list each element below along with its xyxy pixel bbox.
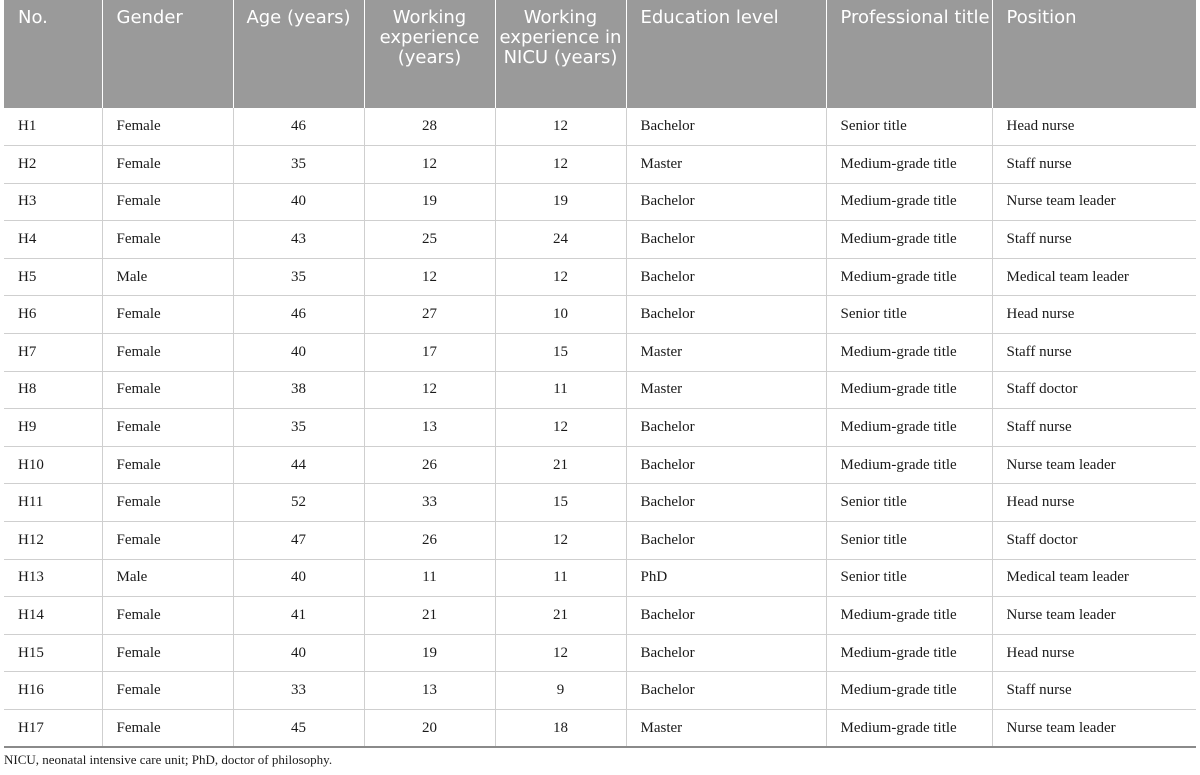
table-cell: Medium-grade title (826, 409, 992, 447)
table-row (4, 108, 1196, 146)
table-cell: Medium-grade title (826, 371, 992, 409)
table-cell: Staff nurse (992, 221, 1196, 259)
table-cell: 47 (233, 522, 364, 560)
table-cell: 43 (233, 221, 364, 259)
table-cell: 20 (364, 710, 495, 748)
table-cell: Bachelor (626, 672, 826, 710)
table-cell: 40 (233, 559, 364, 597)
participant-table-wrapper (4, 0, 1196, 748)
table-cell: Medium-grade title (826, 597, 992, 635)
table-cell: 46 (233, 108, 364, 146)
column-header: No. (4, 0, 102, 108)
participant-characteristics-table (4, 0, 1196, 748)
table-row (4, 146, 1196, 184)
table-cell: 12 (495, 634, 626, 672)
table-cell: 12 (495, 409, 626, 447)
table-cell: 19 (495, 183, 626, 221)
table-footnote: NICU, neonatal intensive care unit; PhD, doctor of philosophy. (4, 752, 333, 767)
column-header: Position (992, 0, 1196, 108)
table-row (4, 634, 1196, 672)
table-cell: Senior title (826, 484, 992, 522)
table-cell: 10 (495, 296, 626, 334)
table-cell: Bachelor (626, 221, 826, 259)
table-cell: Head nurse (992, 634, 1196, 672)
table-cell: Female (102, 672, 233, 710)
table-cell: 11 (364, 559, 495, 597)
table-cell: Staff doctor (992, 371, 1196, 409)
table-cell: Female (102, 371, 233, 409)
table-cell: Female (102, 710, 233, 748)
table-cell: Senior title (826, 296, 992, 334)
table-cell: Bachelor (626, 108, 826, 146)
table-cell: Bachelor (626, 597, 826, 635)
table-cell: Female (102, 221, 233, 259)
table-cell: H12 (4, 522, 102, 560)
table-cell: 28 (364, 108, 495, 146)
table-cell: Medical team leader (992, 258, 1196, 296)
table-cell: 26 (364, 446, 495, 484)
table-cell: Bachelor (626, 409, 826, 447)
table-cell: 26 (364, 522, 495, 560)
table-cell: PhD (626, 559, 826, 597)
table-cell: Nurse team leader (992, 446, 1196, 484)
table-cell: H7 (4, 334, 102, 372)
table-cell: Bachelor (626, 446, 826, 484)
table-cell: H3 (4, 183, 102, 221)
table-cell: Male (102, 559, 233, 597)
table-body (4, 108, 1196, 747)
table-cell: 24 (495, 221, 626, 259)
table-cell: Staff nurse (992, 672, 1196, 710)
table-cell: H10 (4, 446, 102, 484)
table-cell: Master (626, 334, 826, 372)
table-cell: 13 (364, 672, 495, 710)
table-cell: 35 (233, 146, 364, 184)
table-cell: Medium-grade title (826, 710, 992, 748)
table-row (4, 258, 1196, 296)
table-cell: Head nurse (992, 108, 1196, 146)
table-row (4, 559, 1196, 597)
column-header: Gender (102, 0, 233, 108)
table-cell: Medium-grade title (826, 446, 992, 484)
table-cell: 35 (233, 258, 364, 296)
table-cell: Staff doctor (992, 522, 1196, 560)
table-row (4, 183, 1196, 221)
table-cell: Nurse team leader (992, 183, 1196, 221)
table-cell: 12 (364, 371, 495, 409)
table-cell: Bachelor (626, 634, 826, 672)
table-cell: Staff nurse (992, 146, 1196, 184)
table-cell: Head nurse (992, 296, 1196, 334)
table-row (4, 710, 1196, 748)
table-cell: 11 (495, 371, 626, 409)
table-cell: H17 (4, 710, 102, 748)
table-cell: H6 (4, 296, 102, 334)
table-cell: 15 (495, 334, 626, 372)
table-cell: Female (102, 108, 233, 146)
table-cell: Medium-grade title (826, 146, 992, 184)
table-cell: 19 (364, 183, 495, 221)
table-cell: Medium-grade title (826, 672, 992, 710)
table-cell: Male (102, 258, 233, 296)
table-cell: Master (626, 371, 826, 409)
table-cell: Senior title (826, 522, 992, 560)
table-cell: H4 (4, 221, 102, 259)
table-cell: Medium-grade title (826, 221, 992, 259)
table-cell: 21 (364, 597, 495, 635)
table-cell: Female (102, 146, 233, 184)
table-row (4, 597, 1196, 635)
table-cell: Female (102, 183, 233, 221)
table-cell: Female (102, 409, 233, 447)
table-cell: H16 (4, 672, 102, 710)
table-cell: Female (102, 334, 233, 372)
column-header: Education level (626, 0, 826, 108)
table-cell: H8 (4, 371, 102, 409)
table-row (4, 371, 1196, 409)
table-cell: Nurse team leader (992, 710, 1196, 748)
table-cell: 35 (233, 409, 364, 447)
table-cell: 12 (495, 108, 626, 146)
table-row (4, 409, 1196, 447)
table-cell: 40 (233, 634, 364, 672)
table-cell: Medium-grade title (826, 258, 992, 296)
table-row (4, 334, 1196, 372)
table-cell: 12 (364, 146, 495, 184)
table-cell: 33 (233, 672, 364, 710)
table-cell: 12 (495, 258, 626, 296)
table-cell: H13 (4, 559, 102, 597)
table-cell: 13 (364, 409, 495, 447)
table-cell: Nurse team leader (992, 597, 1196, 635)
table-cell: Female (102, 522, 233, 560)
table-cell: 40 (233, 334, 364, 372)
table-cell: Female (102, 446, 233, 484)
table-cell: 21 (495, 597, 626, 635)
table-cell: H5 (4, 258, 102, 296)
table-cell: 52 (233, 484, 364, 522)
table-cell: Medium-grade title (826, 634, 992, 672)
column-header: Working experience (years) (364, 0, 495, 108)
table-cell: Bachelor (626, 522, 826, 560)
table-cell: Female (102, 597, 233, 635)
table-cell: 11 (495, 559, 626, 597)
table-cell: 9 (495, 672, 626, 710)
table-cell: Female (102, 484, 233, 522)
table-cell: 27 (364, 296, 495, 334)
table-cell: 45 (233, 710, 364, 748)
table-cell: Bachelor (626, 183, 826, 221)
table-row (4, 522, 1196, 560)
table-cell: 33 (364, 484, 495, 522)
table-cell: Head nurse (992, 484, 1196, 522)
table-cell: 44 (233, 446, 364, 484)
table-cell: 38 (233, 371, 364, 409)
table-cell: 46 (233, 296, 364, 334)
table-cell: Bachelor (626, 484, 826, 522)
table-cell: 12 (495, 146, 626, 184)
table-cell: H11 (4, 484, 102, 522)
table-cell: Medium-grade title (826, 334, 992, 372)
table-cell: Senior title (826, 108, 992, 146)
table-cell: 12 (364, 258, 495, 296)
table-cell: Bachelor (626, 258, 826, 296)
table-cell: Staff nurse (992, 409, 1196, 447)
table-cell: 25 (364, 221, 495, 259)
table-cell: Female (102, 296, 233, 334)
table-cell: 40 (233, 183, 364, 221)
table-row (4, 296, 1196, 334)
column-header: Professional title (826, 0, 992, 108)
table-cell: 19 (364, 634, 495, 672)
table-cell: Female (102, 634, 233, 672)
column-header: Working experience in NICU (years) (495, 0, 626, 108)
header-row (4, 0, 1196, 108)
table-cell: Master (626, 146, 826, 184)
table-cell: 18 (495, 710, 626, 748)
column-header: Age (years) (233, 0, 364, 108)
table-cell: 41 (233, 597, 364, 635)
table-cell: H9 (4, 409, 102, 447)
table-cell: Master (626, 710, 826, 748)
table-cell: 12 (495, 522, 626, 560)
table-row (4, 484, 1196, 522)
table-cell: H2 (4, 146, 102, 184)
table-row (4, 672, 1196, 710)
table-cell: Staff nurse (992, 334, 1196, 372)
table-cell: H1 (4, 108, 102, 146)
table-cell: 17 (364, 334, 495, 372)
table-cell: 21 (495, 446, 626, 484)
table-cell: Senior title (826, 559, 992, 597)
table-cell: H15 (4, 634, 102, 672)
table-header (4, 0, 1196, 108)
table-cell: Medium-grade title (826, 183, 992, 221)
table-cell: 15 (495, 484, 626, 522)
table-cell: H14 (4, 597, 102, 635)
table-row (4, 446, 1196, 484)
table-row (4, 221, 1196, 259)
table-cell: Bachelor (626, 296, 826, 334)
table-cell: Medical team leader (992, 559, 1196, 597)
